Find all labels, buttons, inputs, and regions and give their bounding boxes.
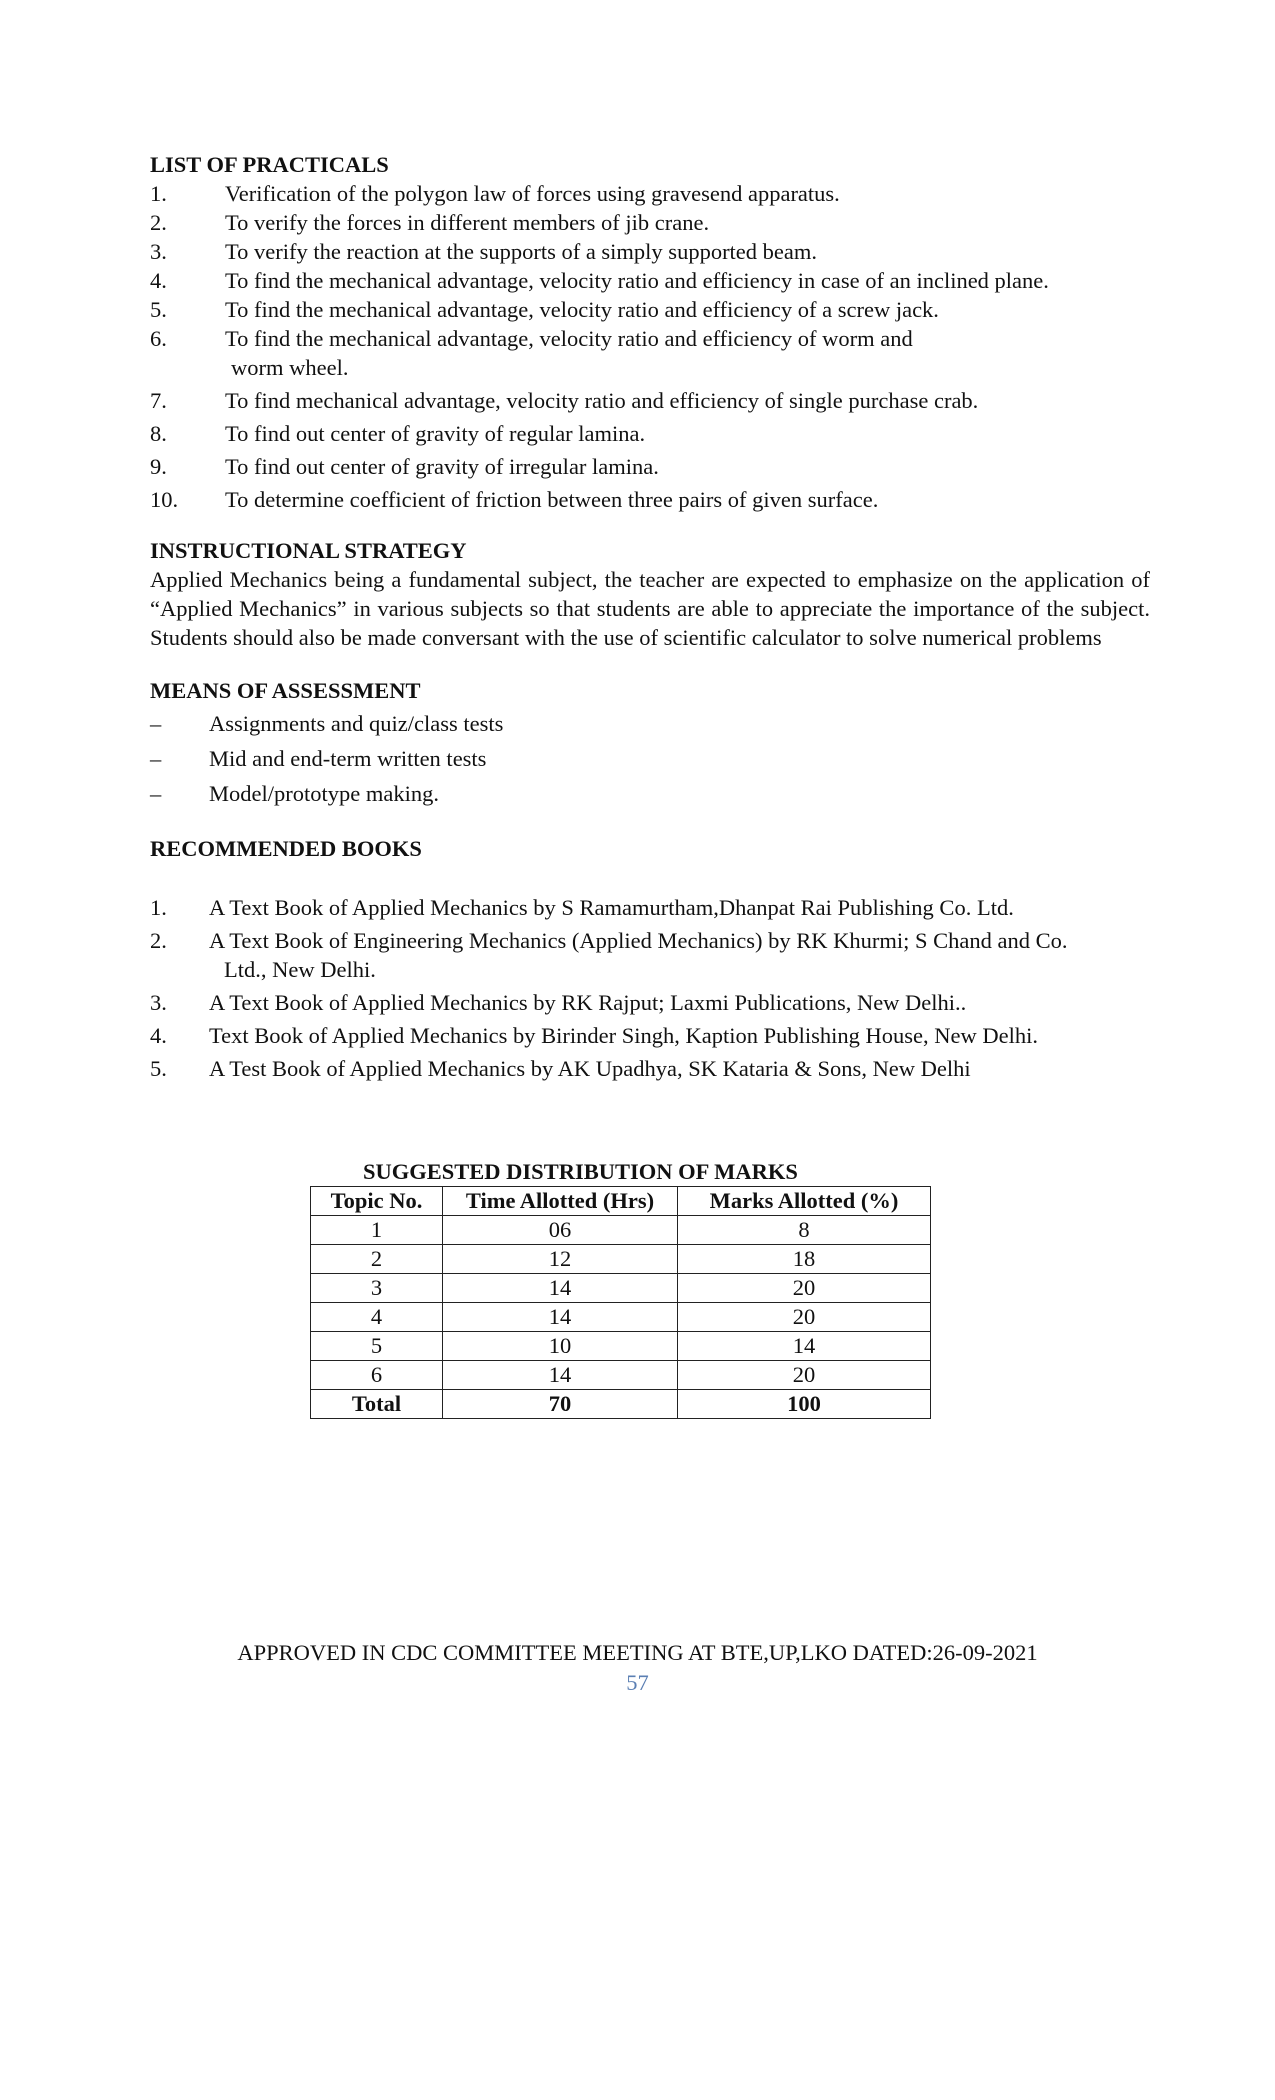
table-cell: 14 — [678, 1332, 931, 1361]
list-item-text: To verify the reaction at the supports of a simply supported beam. — [225, 239, 818, 264]
list-item-number: 5. — [150, 1056, 167, 1081]
table-header-cell: Topic No. — [311, 1187, 443, 1216]
list-item-text: A Text Book of Engineering Mechanics (Applied Mechanics) by RK Khurmi; S Chand and Co. — [209, 928, 1068, 953]
table-cell: 8 — [678, 1216, 931, 1245]
list-item — [150, 295, 1150, 324]
list-item-text: To find the mechanical advantage, velocity ratio and efficiency in case of an inclined plane. — [225, 268, 1049, 293]
table-cell: 20 — [678, 1274, 931, 1303]
bullet-dash: – — [150, 711, 162, 736]
list-item-text: Model/prototype making. — [209, 781, 439, 806]
list-item — [150, 324, 1150, 382]
table-cell: 5 — [311, 1332, 443, 1361]
list-item — [150, 179, 1150, 208]
strategy-heading: INSTRUCTIONAL STRATEGY — [150, 538, 467, 563]
list-item-text: A Text Book of Applied Mechanics by RK Rajput; Laxmi Publications, New Delhi.. — [209, 990, 967, 1015]
page-footer — [0, 1638, 1275, 1698]
approval-note: APPROVED IN CDC COMMITTEE MEETING AT BTE,UP,LKO DATED:26-09-2021 — [237, 1640, 1038, 1665]
table-cell: 12 — [443, 1245, 678, 1274]
practicals-list — [150, 179, 1150, 514]
table-cell: 18 — [678, 1245, 931, 1274]
list-item — [150, 988, 1150, 1017]
table-cell: 10 — [443, 1332, 678, 1361]
list-item-text: To find mechanical advantage, velocity ratio and efficiency of single purchase crab. — [225, 388, 979, 413]
table-cell: 20 — [678, 1303, 931, 1332]
list-item-number: 6. — [150, 326, 167, 351]
strategy-paragraph: Applied Mechanics being a fundamental subject, the teacher are expected to emphasize on the application of “Applied Mechanics” in various subjects so that students are able to appreciate the importance of the subject. Students should also be made conversant with the use of scientific calculator to solve numerical problems — [150, 567, 1150, 650]
list-item — [150, 386, 1150, 415]
list-item-number: 1. — [150, 895, 167, 920]
table-total-row — [311, 1390, 931, 1419]
table-cell: 3 — [311, 1274, 443, 1303]
table-row — [311, 1361, 931, 1390]
list-item-text: To find out center of gravity of irregular lamina. — [225, 454, 659, 479]
list-item-text: To determine coefficient of friction between three pairs of given surface. — [225, 487, 879, 512]
list-item — [150, 485, 1150, 514]
table-cell: 14 — [443, 1274, 678, 1303]
list-item-number: 7. — [150, 388, 167, 413]
table-cell: 14 — [443, 1361, 678, 1390]
list-item-number: 4. — [150, 268, 167, 293]
table-row — [311, 1216, 931, 1245]
list-item — [150, 779, 1150, 814]
list-item-text-continuation: worm wheel. — [231, 355, 349, 380]
list-item — [150, 452, 1150, 481]
list-item-number: 4. — [150, 1023, 167, 1048]
list-item-number: 1. — [150, 181, 167, 206]
list-item-number: 2. — [150, 928, 167, 953]
books-list — [150, 893, 1150, 1083]
list-item-number: 10. — [150, 487, 179, 512]
list-item — [150, 1054, 1150, 1083]
table-row — [311, 1245, 931, 1274]
list-item-text: To find the mechanical advantage, velocity ratio and efficiency of worm and — [225, 326, 913, 351]
bullet-dash: – — [150, 746, 162, 771]
table-row — [311, 1303, 931, 1332]
list-item-text: Mid and end-term written tests — [209, 746, 487, 771]
list-item-number: 5. — [150, 297, 167, 322]
list-item — [150, 266, 1150, 295]
page-number: 57 — [626, 1670, 649, 1695]
list-item — [150, 709, 1150, 744]
list-item-text: Verification of the polygon law of forces using gravesend apparatus. — [225, 181, 840, 206]
list-item-text-block — [209, 926, 1068, 984]
list-item-number: 8. — [150, 421, 167, 446]
list-item-text: To find the mechanical advantage, velocity ratio and efficiency of a screw jack. — [225, 297, 939, 322]
list-item — [150, 237, 1150, 266]
list-item-text: A Test Book of Applied Mechanics by AK Upadhya, SK Kataria & Sons, New Delhi — [209, 1056, 971, 1081]
table-cell: 100 — [678, 1390, 931, 1419]
list-item-number: 3. — [150, 239, 167, 264]
list-item-number: 9. — [150, 454, 167, 479]
table-cell: 20 — [678, 1361, 931, 1390]
list-item-number: 3. — [150, 990, 167, 1015]
books-heading: RECOMMENDED BOOKS — [150, 836, 422, 861]
assessment-heading: MEANS OF ASSESSMENT — [150, 678, 421, 703]
table-header-cell: Marks Allotted (%) — [678, 1187, 931, 1216]
marks-table — [310, 1186, 931, 1419]
list-item — [150, 1021, 1150, 1050]
marks-table-title: SUGGESTED DISTRIBUTION OF MARKS — [363, 1159, 798, 1184]
table-cell: 4 — [311, 1303, 443, 1332]
table-cell: 70 — [443, 1390, 678, 1419]
assessment-list — [150, 709, 1150, 814]
list-item — [150, 744, 1150, 779]
table-cell: 2 — [311, 1245, 443, 1274]
document-page — [150, 150, 1150, 1087]
table-cell: 06 — [443, 1216, 678, 1245]
list-item — [150, 208, 1150, 237]
table-row — [311, 1332, 931, 1361]
table-header-cell: Time Allotted (Hrs) — [443, 1187, 678, 1216]
list-item-text-block — [225, 324, 1150, 382]
table-cell: 6 — [311, 1361, 443, 1390]
list-item — [150, 926, 1150, 984]
list-item — [150, 893, 1150, 922]
practicals-heading: LIST OF PRACTICALS — [150, 152, 389, 177]
table-cell: Total — [311, 1390, 443, 1419]
list-item-number: 2. — [150, 210, 167, 235]
marks-table-section — [310, 1158, 931, 1419]
list-item-text: A Text Book of Applied Mechanics by S Ramamurtham,Dhanpat Rai Publishing Co. Ltd. — [209, 895, 1014, 920]
table-row — [311, 1274, 931, 1303]
list-item-text: Assignments and quiz/class tests — [209, 711, 504, 736]
table-cell: 14 — [443, 1303, 678, 1332]
list-item-text: Text Book of Applied Mechanics by Birinder Singh, Kaption Publishing House, New Delhi. — [209, 1023, 1038, 1048]
list-item-text: To find out center of gravity of regular lamina. — [225, 421, 646, 446]
list-item — [150, 419, 1150, 448]
table-cell: 1 — [311, 1216, 443, 1245]
bullet-dash: – — [150, 781, 162, 806]
list-item-text-continuation: Ltd., New Delhi. — [224, 957, 376, 982]
list-item-text: To verify the forces in different members of jib crane. — [225, 210, 710, 235]
table-header-row — [311, 1187, 931, 1216]
